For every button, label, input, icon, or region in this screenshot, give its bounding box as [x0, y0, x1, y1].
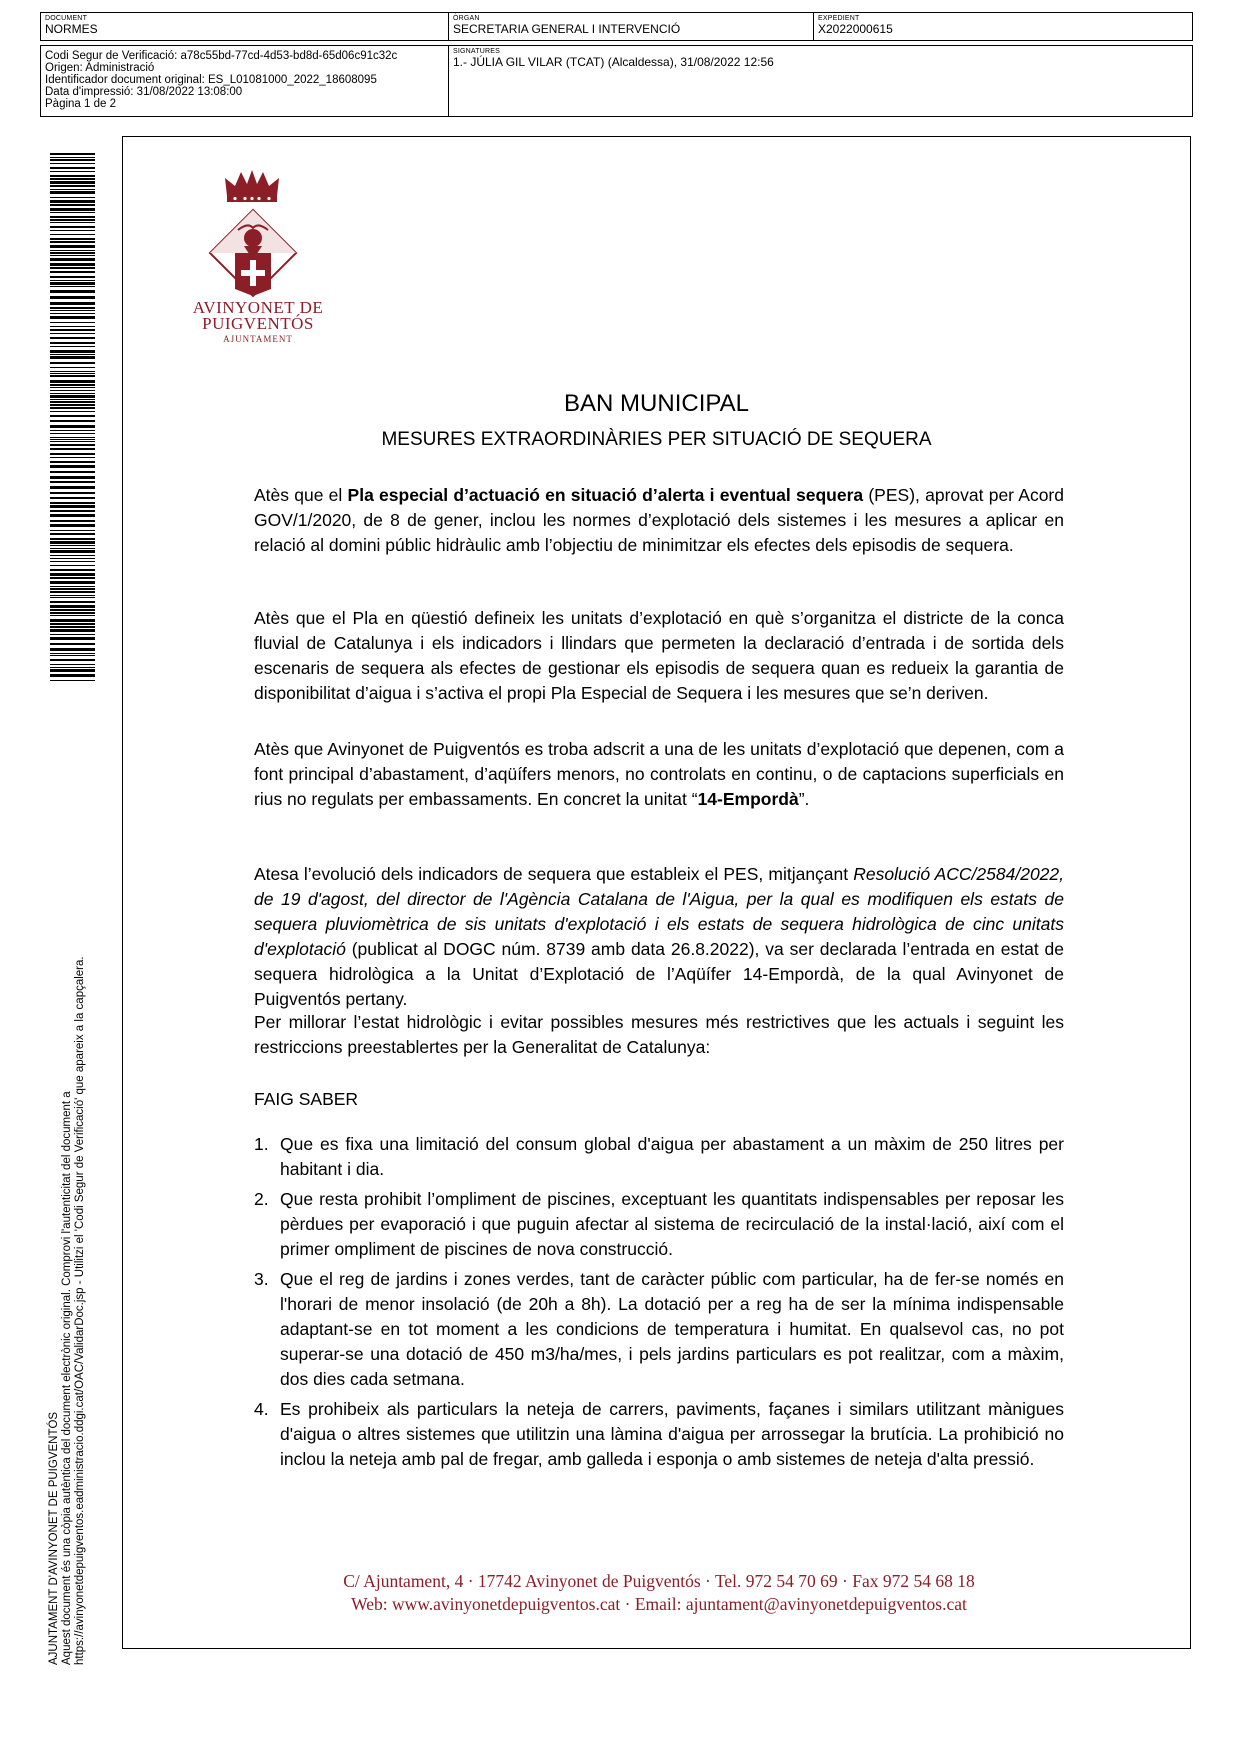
list-item-number: 2. — [254, 1189, 269, 1209]
footer-address: C/ Ajuntament, 4 · 17742 Avinyonet de Puigventós · Tel. 972 54 70 69 · Fax 972 54 68 18 — [343, 1571, 975, 1591]
paragraph-1 — [254, 483, 1064, 558]
origin: Origen: Administració — [45, 62, 155, 74]
side-legend — [48, 885, 87, 1665]
paragraph-1-bold: Pla especial d’actuació en situació d’alerta i eventual sequera — [347, 485, 864, 505]
barcode — [50, 153, 95, 681]
town-name-line2: PUIGVENTÓS — [202, 314, 314, 333]
page-title: BAN MUNICIPAL — [564, 390, 749, 417]
page-subtitle: MESURES EXTRAORDINÀRIES PER SITUACIÓ DE SEQUERA — [381, 429, 932, 450]
document-cell — [41, 13, 448, 40]
print-date: Data d'impressió: 31/08/2022 13:08:00 — [45, 86, 243, 98]
list-item — [254, 1397, 1064, 1472]
list-item-number: 4. — [254, 1399, 269, 1419]
expedient-value: X2022000615 — [818, 22, 893, 36]
crown-icon — [223, 168, 281, 204]
signatures-label: SIGNATURES — [453, 48, 500, 55]
list-item — [254, 1132, 1064, 1182]
footer-web-email: Web: www.avinyonetdepuigventos.cat · Email: ajuntament@avinyonetdepuigventos.cat — [351, 1594, 967, 1614]
paragraph-4-italic: Resolució ACC/2584/2022, de 19 d'agost, del director de l'Agència Catalana de l'Aigua, per la qual es modifiquen els estats de sequera pluviomètrica de sis unitats d'explotació i els estats de sequera hidrològica de cinc unitats d'explotació — [254, 864, 1065, 959]
paragraph-3-c: ”. — [798, 789, 810, 809]
csv-code: Codi Segur de Verificació: a78c55bd-77cd-4d53-bd8d-65d06c91c32c — [45, 50, 398, 62]
side-legend-line3: https://avinyonetdepuigventos.eadministracio.ddgi.cat/OAC/ValidarDoc.jsp - Utilitzi el 'Codi Segur de Verificació' que apareix a la capçalera. — [74, 956, 86, 1665]
header-info-box — [40, 12, 1193, 41]
signature-entry: 1.- JÚLIA GIL VILAR (TCAT) (Alcaldessa), 31/08/2022 12:56 — [453, 55, 774, 69]
paragraph-3-a: Atès que Avinyonet de Puigventós es troba adscrit a una de les unitats d’explotació que depenen, com a font principal d’abastament, d’aqüífers menors, no controlats en continu, o de captacions superficials en rius no regulats per embassaments. En concret la unitat “ — [254, 739, 1064, 809]
original-identifier: Identificador document original: ES_L01081000_2022_18608095 — [45, 74, 377, 86]
paragraph-3-bold: 14-Empordà — [697, 789, 799, 809]
list-item-text: Que resta prohibit l’ompliment de piscines, exceptuant les quantitats indispensables per reposar les pèrdues per evaporació i que puguin afectar al sistema de recirculació de la instal·lació, així com el primer ompliment de piscines de nova construcció. — [280, 1189, 1064, 1259]
document-label: DOCUMENT — [45, 15, 88, 22]
page-number: Pàgina 1 de 2 — [45, 98, 116, 110]
list-item-text: Que es fixa una limitació del consum global d'aigua per abastament a un màxim de 250 litres per habitant i dia. — [280, 1134, 1064, 1179]
faig-saber-heading: FAIG SABER — [254, 1089, 359, 1109]
list-item — [254, 1187, 1064, 1262]
town-subtitle: AJUNTAMENT — [223, 334, 293, 344]
paragraph-2: Atès que el Pla en qüestió defineix les unitats d’explotació en què s’organitza el districte de la conca fluvial de Catalunya i els indicadors i llindars que permeten la declaració d’entrada i de sortida dels escenaris de sequera als efectes de gestionar els episodis de sequera quan es redueix la garantia de disponibilitat d’aigua i s’activa el propi Pla Especial de Sequera i les mesures que se’n deriven. — [254, 608, 1064, 703]
footer-contact — [254, 1570, 1064, 1616]
organ-label: ÒRGAN — [453, 15, 480, 22]
organ-value: SECRETARIA GENERAL I INTERVENCIÓ — [453, 22, 681, 36]
document-value: NORMES — [45, 22, 98, 36]
side-legend-line2: Aquest document és una còpia autèntica del document electrònic original. Comprovi l'autenticitat del document a — [61, 1091, 73, 1665]
municipal-logo — [188, 168, 328, 344]
expedient-cell — [813, 13, 1192, 40]
list-item — [254, 1267, 1064, 1392]
list-item-text: Es prohibeix als particulars la neteja de carrers, paviments, façanes i similars utilitzant mànigues d'aigua o altres sistemes que utilitzin una làmina d'aigua per arrossegar la brutícia. La prohibició no inclou la neteja amb pal de fregar, amb galleda i esponja o amb sistemes de neteja d'alta pressió. — [280, 1399, 1064, 1469]
signatures-cell — [448, 46, 1192, 116]
coat-of-arms-icon — [208, 208, 298, 298]
verification-cell — [41, 46, 448, 116]
paragraph-4-c: (publicat al DOGC núm. 8739 amb data 26.8.2022), va ser declarada l’entrada en estat de sequera hidrològica a la Unitat d’Explotació de l’Aqüífer 14-Empordà, de la qual Avinyonet de Puigventós pertany. — [254, 939, 1064, 1009]
paragraph-1-c: (PES), aprovat per Acord GOV/1/2020, de 8 de gener, inclou les normes d’explotació dels sistemes i les mesures a aplicar en relació al domini públic hidràulic amb l’objectiu de minimitzar els efectes dels episodis de sequera. — [254, 485, 1064, 555]
paragraph-4 — [254, 862, 1064, 1012]
town-name-line1: AVINYONET DE — [192, 298, 324, 317]
paragraph-3 — [254, 737, 1064, 812]
list-item-number: 3. — [254, 1269, 269, 1289]
paragraph-4-a: Atesa l’evolució dels indicadors de sequera que estableix el PES, mitjançant — [254, 864, 854, 884]
organ-cell — [448, 13, 813, 40]
paragraph-1-a: Atès que el — [254, 485, 348, 505]
town-name — [188, 300, 328, 332]
paragraph-5: Per millorar l’estat hidrològic i evitar possibles mesures més restrictives que les actuals i seguint les restriccions preestablertes per la Generalitat de Catalunya: — [254, 1012, 1064, 1057]
list-item-text: Que el reg de jardins i zones verdes, tant de caràcter públic com particular, ha de fer-se només en l'horari de menor insolació (de 20h a 8h). La dotació per a reg ha de ser la mínima indispensable adaptant-se en tot moment a les condicions de temperatura i humitat. En qualsevol cas, no pot superar-se una dotació de 450 m3/ha/mes, i pels jardins particulars es pot realitzar, com a màxim, dos dies cada setmana. — [280, 1269, 1064, 1389]
expedient-label: EXPEDIENT — [818, 15, 860, 22]
verification-box — [40, 45, 1193, 117]
measures-list — [254, 1132, 1064, 1477]
side-legend-line1: AJUNTAMENT D'AVINYONET DE PUIGVENTÓS — [48, 1411, 60, 1665]
list-item-number: 1. — [254, 1134, 269, 1154]
